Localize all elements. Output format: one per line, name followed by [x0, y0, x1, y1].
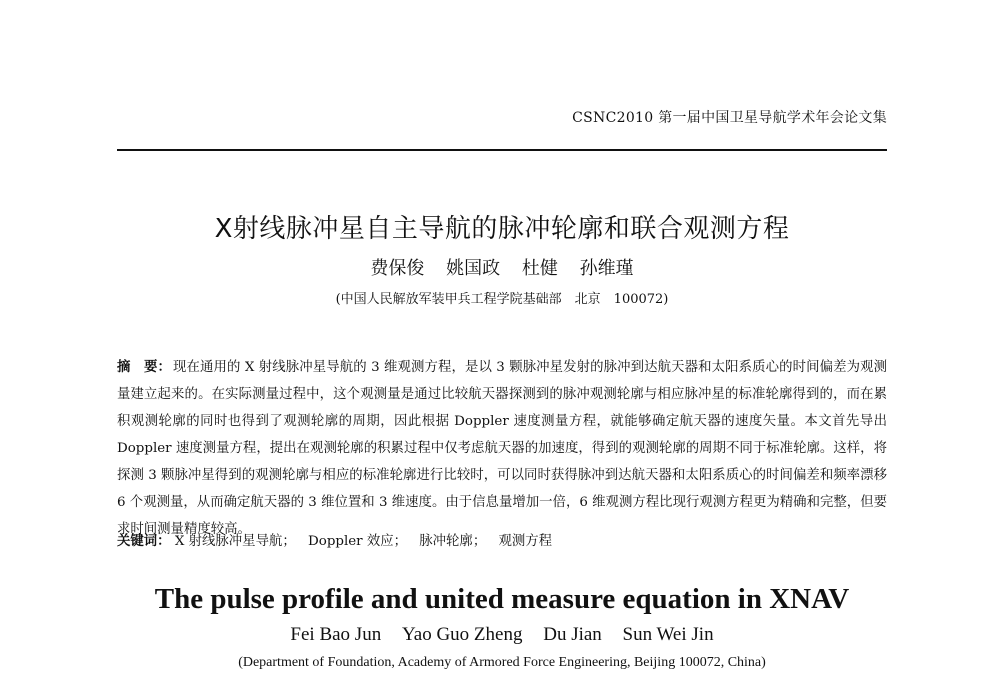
abstract-label: 摘 要： [117, 359, 171, 375]
chinese-affiliation: (中国人民解放军装甲兵工程学院基础部 北京 100072) [335, 292, 669, 307]
chinese-title: X射线脉冲星自主导航的脉冲轮廓和联合观测方程 [214, 214, 790, 244]
abstract-text: 现在通用的 X 射线脉冲星导航的 3 维观测方程，是以 3 颗脉冲星发射的脉冲到达航天器和太阳系质心的时间偏差为观测量建立起来的。在实际测量过程中，这个观测量是通过比较航天器探测到的脉冲观测轮廓与相应脉冲星的标准轮廓得到的，而在累积观测轮廓的同时也得到了观测轮廓的周期，因此根据 Doppler 速度测量方程，就能够确定航天器的速度矢量。本文首先导出 Doppler 速度测量方程，提出在观测轮廓的积累过程中仅考虑航天器的加速度，得到的观测轮廓的周期不同于标准轮廓。这样，将探测 3 颗脉冲星得到的观测轮廓与相应的标准轮廓进行比较时，可以同时获得脉冲到达航天器和太阳系质心的时间偏差和频率漂移 6 个观测量，从而确定航天器的 3 维位置和 3 维速度。由于信息量增加一倍，6 维观测方程比现行观测方程更为精确和完整，但要求时间测量精度较高。 [117, 360, 888, 537]
keyword: X 射线脉冲星导航； [174, 534, 296, 549]
header-rule [117, 149, 887, 151]
keywords [117, 530, 887, 549]
english-title: The pulse profile and united measure equation in XNAV [154, 583, 850, 615]
chinese-author: 费保俊 [370, 258, 425, 279]
keyword: 观测方程 [498, 534, 553, 549]
chinese-author: 姚国政 [446, 258, 501, 279]
english-author: Du Jian [543, 624, 602, 645]
keywords-label: 关键词： [117, 533, 171, 549]
keyword: Doppler 效应； [308, 534, 407, 549]
english-authors [117, 624, 887, 646]
keyword: 脉冲轮廓； [419, 534, 487, 549]
english-author: Fei Bao Jun [290, 624, 382, 645]
chinese-author: 杜健 [521, 258, 558, 279]
english-author: Yao Guo Zheng [401, 624, 523, 645]
chinese-authors [117, 254, 887, 280]
chinese-author: 孙维瑾 [579, 258, 634, 279]
running-header: CSNC2010 第一届中国卫星导航学术年会论文集 [572, 110, 887, 126]
english-author: Sun Wei Jin [622, 624, 714, 645]
abstract [117, 354, 887, 543]
english-affiliation: (Department of Foundation, Academy of Armored Force Engineering, Beijing 100072, China) [238, 655, 766, 670]
